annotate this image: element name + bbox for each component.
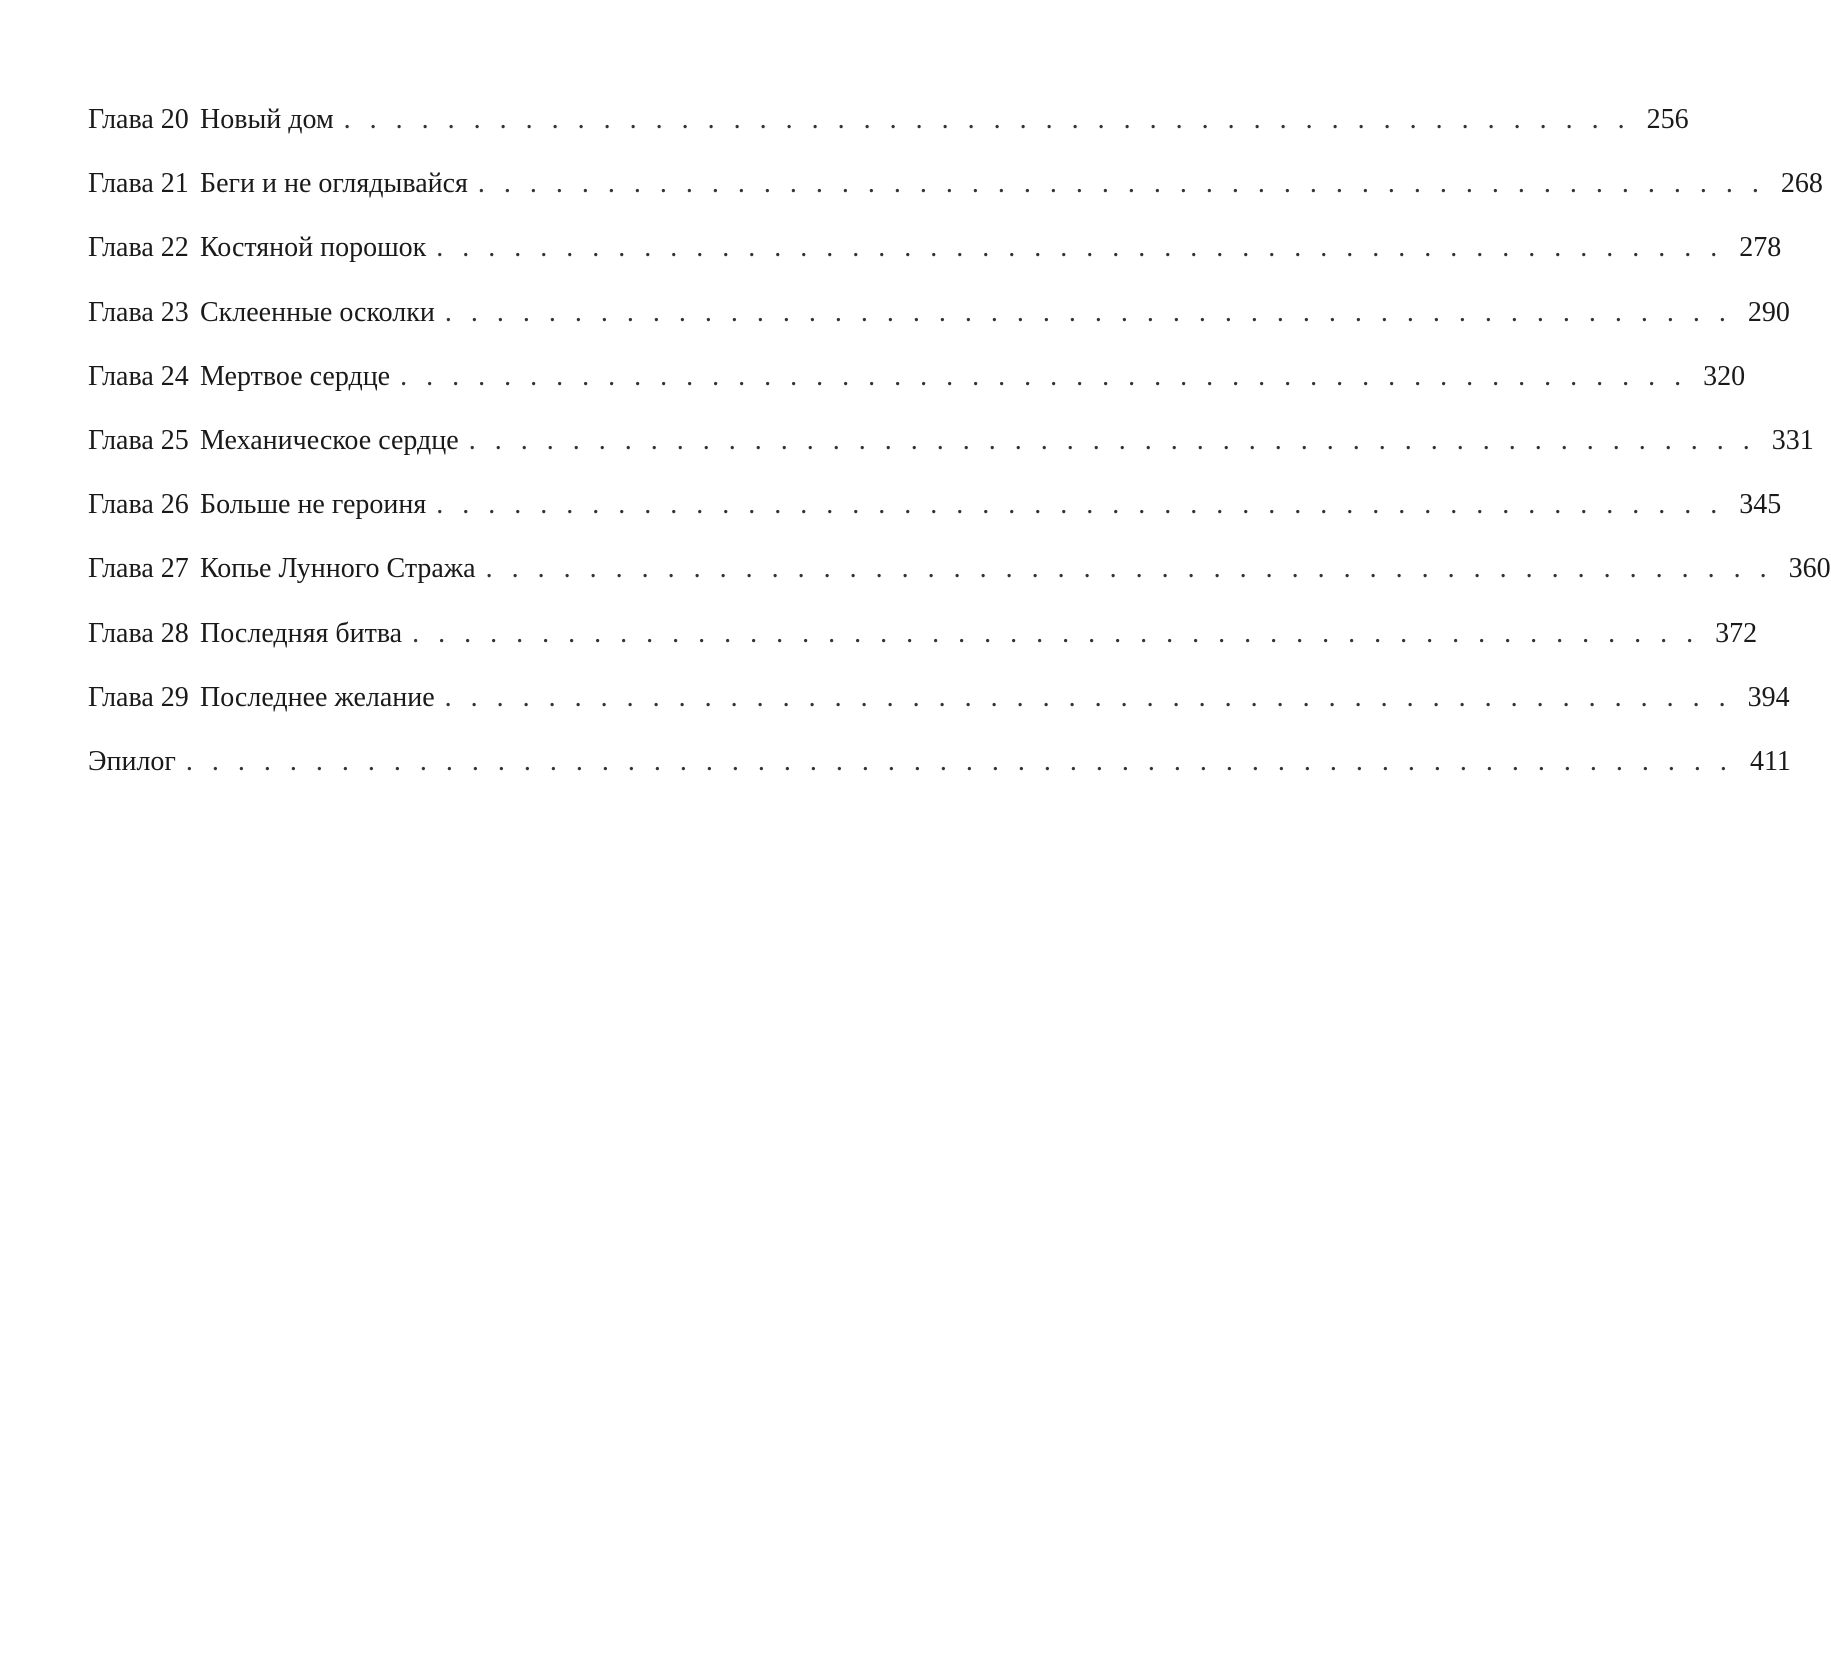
dot-leader: . . . . . . . . . . . . . . . . . . . . . . . . . . . . . . . . . . . . . . . . . . . . . . . . . . <box>400 360 1688 392</box>
toc-entry-22[interactable] <box>88 228 1782 292</box>
page-number: 268 <box>1780 168 1823 200</box>
epilogue-title: Эпилог <box>88 745 176 777</box>
dot-leader: . . . . . . . . . . . . . . . . . . . . . . . . . . . . . . . . . . . . . . . . . . . . . . . . . . <box>444 296 1732 328</box>
page-number: 411 <box>1749 745 1791 777</box>
toc-entry-24[interactable] <box>88 357 1746 421</box>
page-number: 256 <box>1646 104 1689 135</box>
toc-entry-28[interactable] <box>88 614 1758 678</box>
toc-entry-29[interactable] <box>88 678 1790 742</box>
chapter-number: Глава 22 <box>88 232 189 264</box>
toc-entry-epilogue[interactable] <box>88 742 1791 806</box>
page-number: 372 <box>1715 617 1758 649</box>
toc-entry-23[interactable] <box>88 293 1790 357</box>
dot-leader: . . . . . . . . . . . . . . . . . . . . . . . . . . . . . . . . . . . . . . . . . . . . . . . . . . <box>436 489 1724 521</box>
chapter-number: Глава 27 <box>88 553 189 585</box>
chapter-number: Глава 24 <box>88 360 189 392</box>
chapter-number: Глава 28 <box>88 617 189 649</box>
toc-entry-20[interactable] <box>88 100 1689 164</box>
toc-entry-21[interactable] <box>88 164 1823 228</box>
chapter-title: Последняя битва <box>200 617 403 649</box>
chapter-title: Больше не героиня <box>200 489 427 521</box>
dot-leader: . . . . . . . . . . . . . . . . . . . . . . . . . . . . . . . . . . . . . . . . . . . . . . . . . . <box>485 553 1773 585</box>
page-number: 345 <box>1739 489 1782 521</box>
toc-entry-26[interactable] <box>88 485 1782 549</box>
dot-leader: . . . . . . . . . . . . . . . . . . . . . . . . . . . . . . . . . . . . . . . . . . . . . . . . . . . . . . . . . . . . <box>185 745 1733 777</box>
page-number: 278 <box>1739 232 1782 264</box>
dot-leader: . . . . . . . . . . . . . . . . . . . . . . . . . . . . . . . . . . . . . . . . . . . . . . . . . . <box>468 424 1756 456</box>
page-number: 331 <box>1771 424 1814 456</box>
page-number: 290 <box>1747 296 1790 328</box>
chapter-title: Новый дом <box>200 104 334 135</box>
chapter-number: Глава 20 <box>88 104 189 135</box>
page-number: 394 <box>1747 681 1790 713</box>
chapter-number: Глава 25 <box>88 424 189 456</box>
toc-entry-27[interactable] <box>88 549 1831 613</box>
chapter-title: Склеенные осколки <box>200 296 435 328</box>
chapter-number: Глава 21 <box>88 168 189 200</box>
table-of-contents <box>88 100 1831 806</box>
chapter-title: Костяной порошок <box>200 232 427 264</box>
chapter-title: Последнее желание <box>200 681 435 713</box>
dot-leader: . . . . . . . . . . . . . . . . . . . . . . . . . . . . . . . . . . . . . . . . . . . . . . . . . . <box>436 232 1724 264</box>
chapter-title: Беги и не оглядывайся <box>200 168 468 200</box>
toc-entry-25[interactable] <box>88 421 1814 485</box>
dot-leader: . . . . . . . . . . . . . . . . . . . . . . . . . . . . . . . . . . . . . . . . . . . . . . . . . . <box>477 168 1765 200</box>
dot-leader: . . . . . . . . . . . . . . . . . . . . . . . . . . . . . . . . . . . . . . . . . . . . . . . . . . <box>412 617 1700 649</box>
chapter-number: Глава 29 <box>88 681 189 713</box>
chapter-title: Мертвое сердце <box>200 360 391 392</box>
page-number: 360 <box>1788 553 1831 585</box>
chapter-title: Копье Лунного Стража <box>200 553 476 585</box>
dot-leader: . . . . . . . . . . . . . . . . . . . . . . . . . . . . . . . . . . . . . . . . . . . . . . . . . . <box>343 104 1631 135</box>
chapter-number: Глава 23 <box>88 296 189 328</box>
chapter-number: Глава 26 <box>88 489 189 521</box>
dot-leader: . . . . . . . . . . . . . . . . . . . . . . . . . . . . . . . . . . . . . . . . . . . . . . . . . . <box>444 681 1732 713</box>
chapter-title: Механическое сердце <box>200 424 459 456</box>
page-number: 320 <box>1703 360 1746 392</box>
